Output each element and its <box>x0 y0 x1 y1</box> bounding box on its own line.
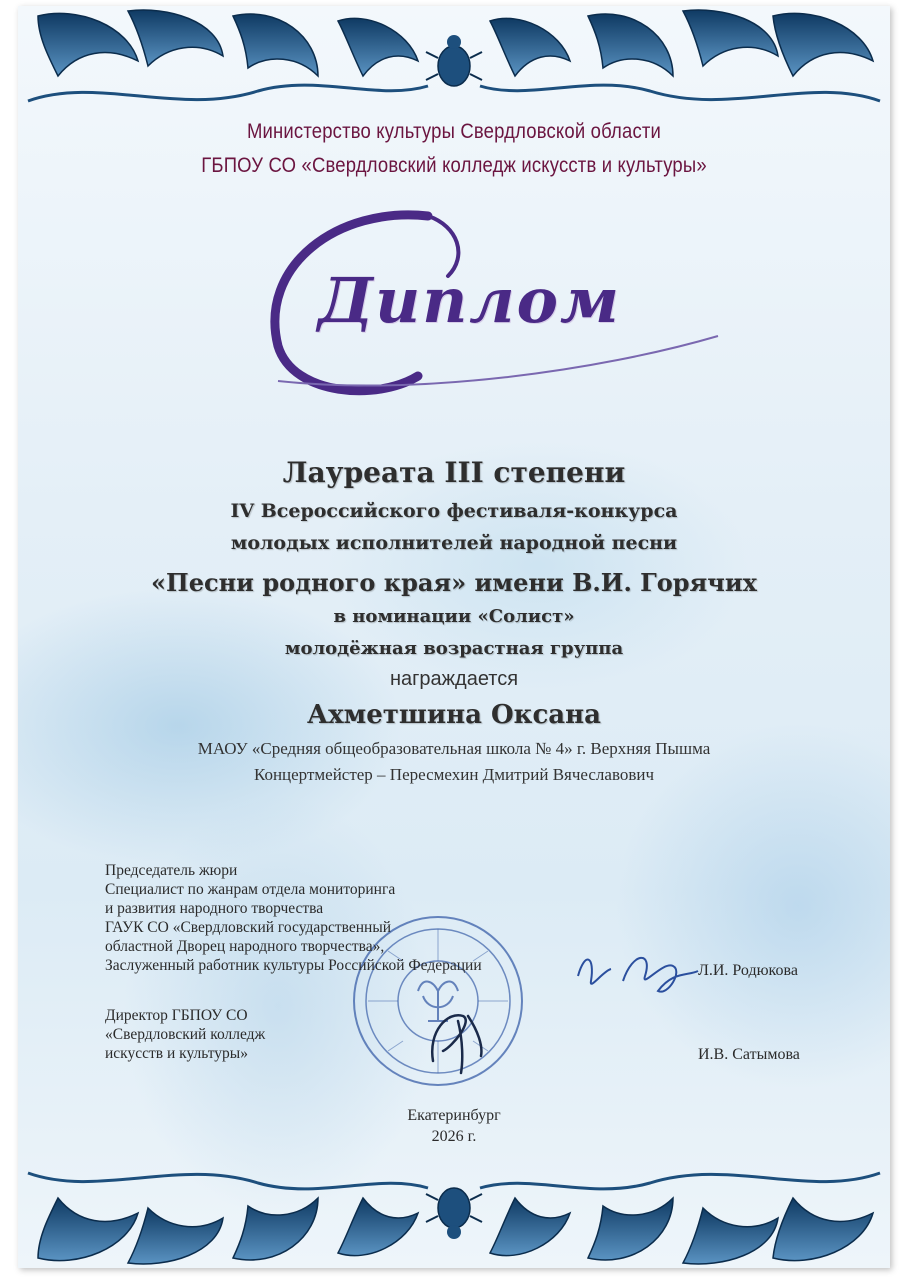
director-block <box>105 1006 405 1063</box>
jury-chair-name: Л.И. Родюкова <box>698 962 798 979</box>
director-name: И.В. Сатымова <box>698 1046 800 1063</box>
director-line: Директор ГБПОУ СО <box>105 1007 248 1024</box>
festival-line-2: молодых исполнителей народной песни <box>230 532 678 554</box>
accompanist-line: Концертмейстер – Пересмехин Дмитрий Вячеславович <box>253 765 655 784</box>
nomination-line: в номинации «Солист» <box>333 606 575 627</box>
school-line: МАОУ «Средняя общеобразовательная школа № 4» г. Верхняя Пышма <box>197 739 711 758</box>
director-line: искусств и культуры» <box>105 1045 248 1062</box>
awarded-line: награждается <box>389 668 519 690</box>
diploma-page <box>18 6 890 1268</box>
jury-line: и развития народного творчества <box>105 900 324 917</box>
city-line: Екатеринбург <box>407 1107 501 1124</box>
director-signature <box>423 1001 493 1076</box>
festival-line-1: IV Всероссийского фестиваля-конкурса <box>230 500 678 522</box>
director-line: «Свердловский колледж <box>105 1026 266 1043</box>
jury-chair-block <box>105 861 565 975</box>
degree-line: Лауреата III степени <box>282 456 626 489</box>
top-ornament <box>18 6 890 126</box>
festival-name: «Песни родного края» имени В.И. Горячих <box>151 568 757 597</box>
recipient-name: Ахметшина Оксана <box>306 700 602 730</box>
college-header: ГБПОУ СО «Свердловский колледж искусств и культуры» <box>201 154 707 177</box>
jury-line: Специалист по жанрам отдела мониторинга <box>105 881 396 898</box>
bottom-ornament <box>18 1148 890 1268</box>
beetle-icon <box>426 35 482 86</box>
jury-line: Председатель жюри <box>105 862 238 879</box>
ministry-header: Министерство культуры Свердловской области <box>246 120 662 143</box>
age-group-line: молодёжная возрастная группа <box>284 638 624 659</box>
jury-signature <box>573 941 703 1001</box>
diploma-title: Диплом <box>318 264 621 337</box>
jury-line: ГАУК СО «Свердловский государственный <box>105 919 392 936</box>
jury-line: Заслуженный работник культуры Российской Федерации <box>105 957 482 974</box>
beetle-icon <box>426 1188 482 1239</box>
year-line: 2026 г. <box>431 1128 477 1145</box>
jury-line: областной Дворец народного творчества», <box>105 938 385 955</box>
